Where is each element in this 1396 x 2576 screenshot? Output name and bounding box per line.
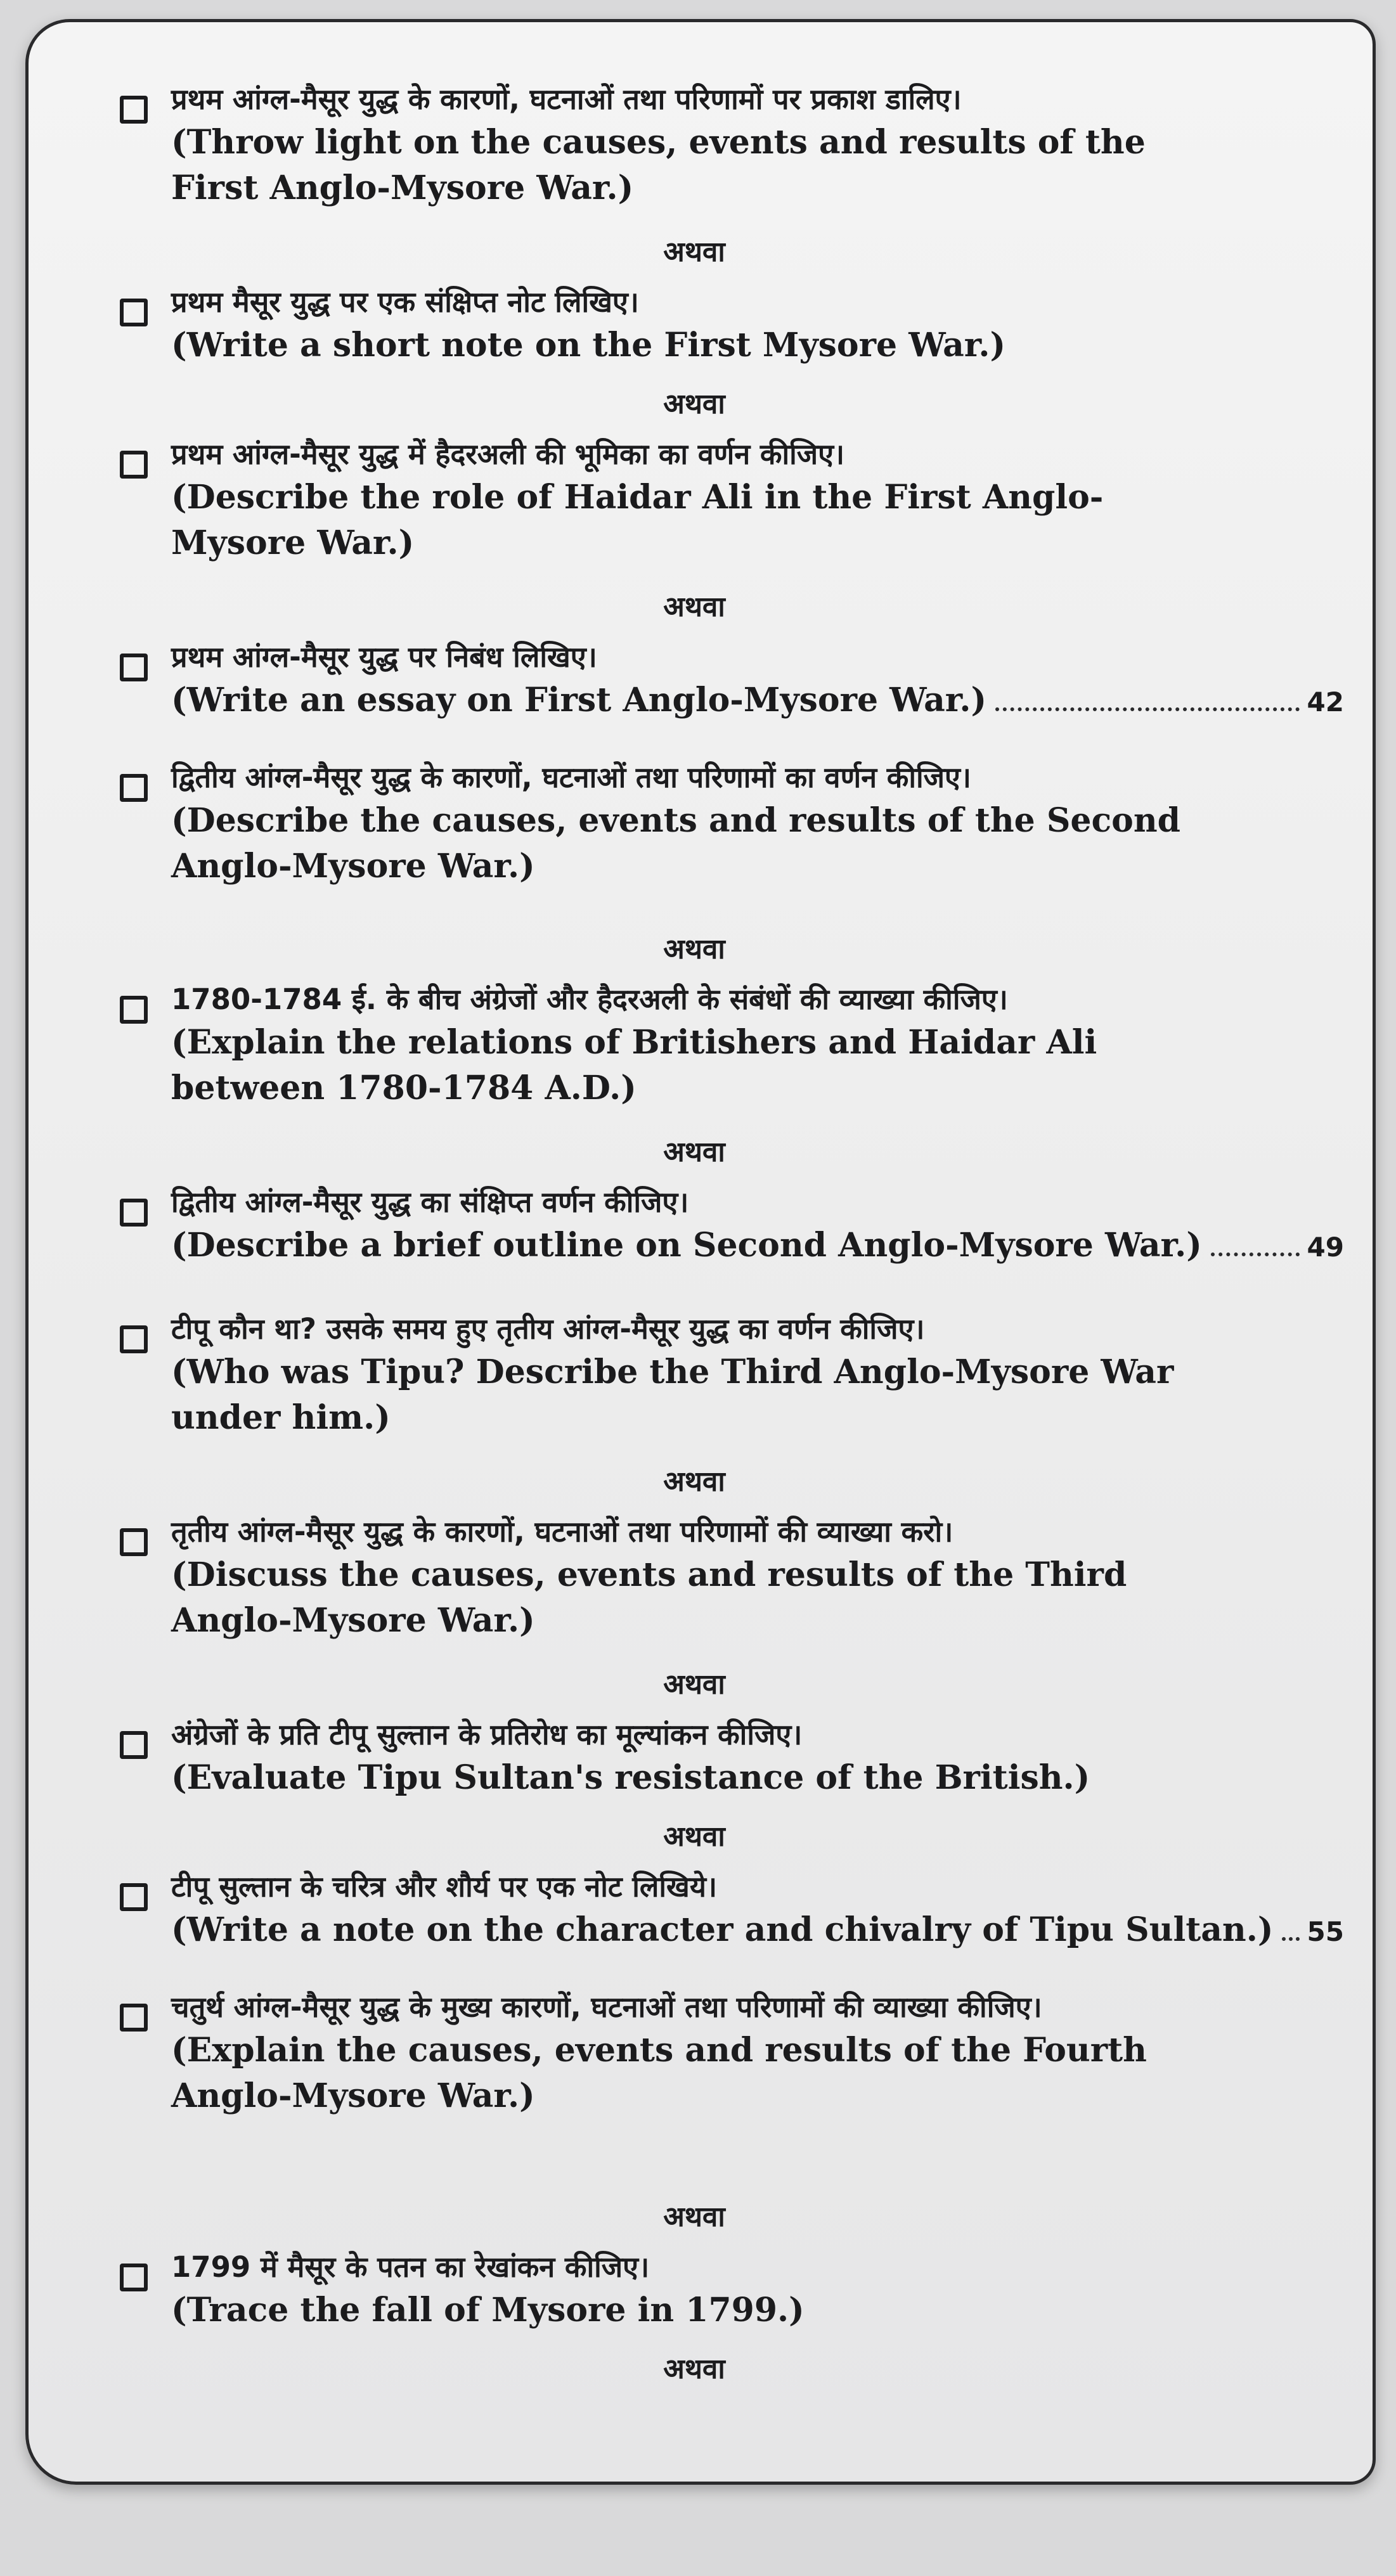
checkbox-icon [120, 1731, 148, 1759]
separator-athwa: अथवा [663, 591, 725, 623]
question-english: (Write an essay on First Anglo-Mysore War.) [171, 681, 987, 719]
separator-athwa: अथवा [663, 1136, 725, 1168]
question-hindi: प्रथम आंग्ल-मैसूर युद्ध पर निबंध लिखिए। [171, 640, 597, 674]
checkbox-icon [120, 1199, 148, 1227]
checkbox-icon [120, 1528, 148, 1556]
question-english: (Evaluate Tipu Sultan's resistance of the British.) [171, 1758, 1090, 1797]
separator-athwa: अथवा [663, 1465, 725, 1498]
question-hindi: प्रथम आंग्ल-मैसूर युद्ध में हैदरअली की भूमिका का वर्णन कीजिए। [171, 437, 845, 471]
dot-leader [1282, 1931, 1299, 1941]
toc-leader [171, 678, 1344, 723]
question-english: (Explain the relations of Britishers and Haidar Ali between 1780-1784 A.D.) [171, 1023, 1097, 1107]
checkbox-icon [120, 996, 148, 1024]
question-english: (Who was Tipu? Describe the Third Anglo-Mysore War under him.) [171, 1353, 1174, 1437]
page-number: 42 [1307, 686, 1344, 718]
separator-athwa: अथवा [663, 2353, 725, 2385]
dot-leader [995, 701, 1299, 711]
checkbox-icon [120, 2004, 148, 2032]
question-hindi: द्वितीय आंग्ल-मैसूर युद्ध के कारणों, घटनाओं तथा परिणामों का वर्णन कीजिए। [171, 761, 971, 794]
question-hindi: 1780-1784 ई. के बीच अंग्रेजों और हैदरअली के संबंधों की व्याख्या कीजिए। [171, 982, 1008, 1016]
question-hindi: तृतीय आंग्ल-मैसूर युद्ध के कारणों, घटनाओं तथा परिणामों की व्याख्या करो। [171, 1515, 953, 1549]
question-hindi: प्रथम मैसूर युद्ध पर एक संक्षिप्त नोट लिखिए। [171, 285, 639, 319]
question-hindi: द्वितीय आंग्ल-मैसूर युद्ध का संक्षिप्त वर्णन कीजिए। [171, 1185, 689, 1219]
question-hindi: प्रथम आंग्ल-मैसूर युद्ध के कारणों, घटनाओं तथा परिणामों पर प्रकाश डालिए। [171, 82, 962, 116]
toc-leader [171, 1223, 1344, 1268]
question-hindi: टीपू सुल्तान के चरित्र और शौर्य पर एक नोट लिखिये। [171, 1870, 717, 1903]
checkbox-icon [120, 774, 148, 802]
question-english: (Write a note on the character and chivalry of Tipu Sultan.) [171, 1910, 1274, 1949]
separator-athwa: अथवा [663, 2201, 725, 2233]
separator-athwa: अथवा [663, 1820, 725, 1853]
question-english: (Describe the causes, events and results of the Second Anglo-Mysore War.) [171, 801, 1181, 886]
question-hindi: चतुर्थ आंग्ल-मैसूर युद्ध के मुख्य कारणों, घटनाओं तथा परिणामों की व्याख्या कीजिए। [171, 1990, 1042, 2024]
question-hindi: टीपू कौन था? उसके समय हुए तृतीय आंग्ल-मैसूर युद्ध का वर्णन कीजिए। [171, 1312, 925, 1346]
question-english: (Explain the causes, events and results of the Fourth Anglo-Mysore War.) [171, 2031, 1147, 2115]
separator-athwa: अथवा [663, 388, 725, 420]
separator-athwa: अथवा [663, 236, 725, 268]
question-hindi: अंग्रेजों के प्रति टीपू सुल्तान के प्रतिरोध का मूल्यांकन कीजिए। [171, 1718, 803, 1751]
question-english: (Discuss the causes, events and results of the Third Anglo-Mysore War.) [171, 1555, 1127, 1640]
book-page [25, 19, 1376, 2485]
checkbox-icon [120, 2264, 148, 2291]
checkbox-icon [120, 654, 148, 681]
checkbox-icon [120, 1883, 148, 1911]
question-english: (Describe a brief outline on Second Anglo-Mysore War.) [171, 1226, 1202, 1265]
question-english: (Throw light on the causes, events and results of the First Anglo-Mysore War.) [171, 123, 1146, 207]
separator-athwa: अथवा [663, 933, 725, 965]
question-english: (Write a short note on the First Mysore War.) [171, 326, 1006, 364]
checkbox-icon [120, 299, 148, 326]
page-number: 49 [1307, 1232, 1344, 1263]
checkbox-icon [120, 96, 148, 124]
question-english: (Trace the fall of Mysore in 1799.) [171, 2291, 805, 2329]
checkbox-icon [120, 1325, 148, 1353]
question-hindi: 1799 में मैसूर के पतन का रेखांकन कीजिए। [171, 2250, 650, 2284]
page-number: 55 [1307, 1916, 1344, 1947]
toc-leader [171, 1907, 1344, 1953]
question-english: (Describe the role of Haidar Ali in the First Anglo-Mysore War.) [171, 478, 1104, 562]
checkbox-icon [120, 451, 148, 479]
dot-leader [1211, 1246, 1300, 1256]
separator-athwa: अथवा [663, 1668, 725, 1701]
